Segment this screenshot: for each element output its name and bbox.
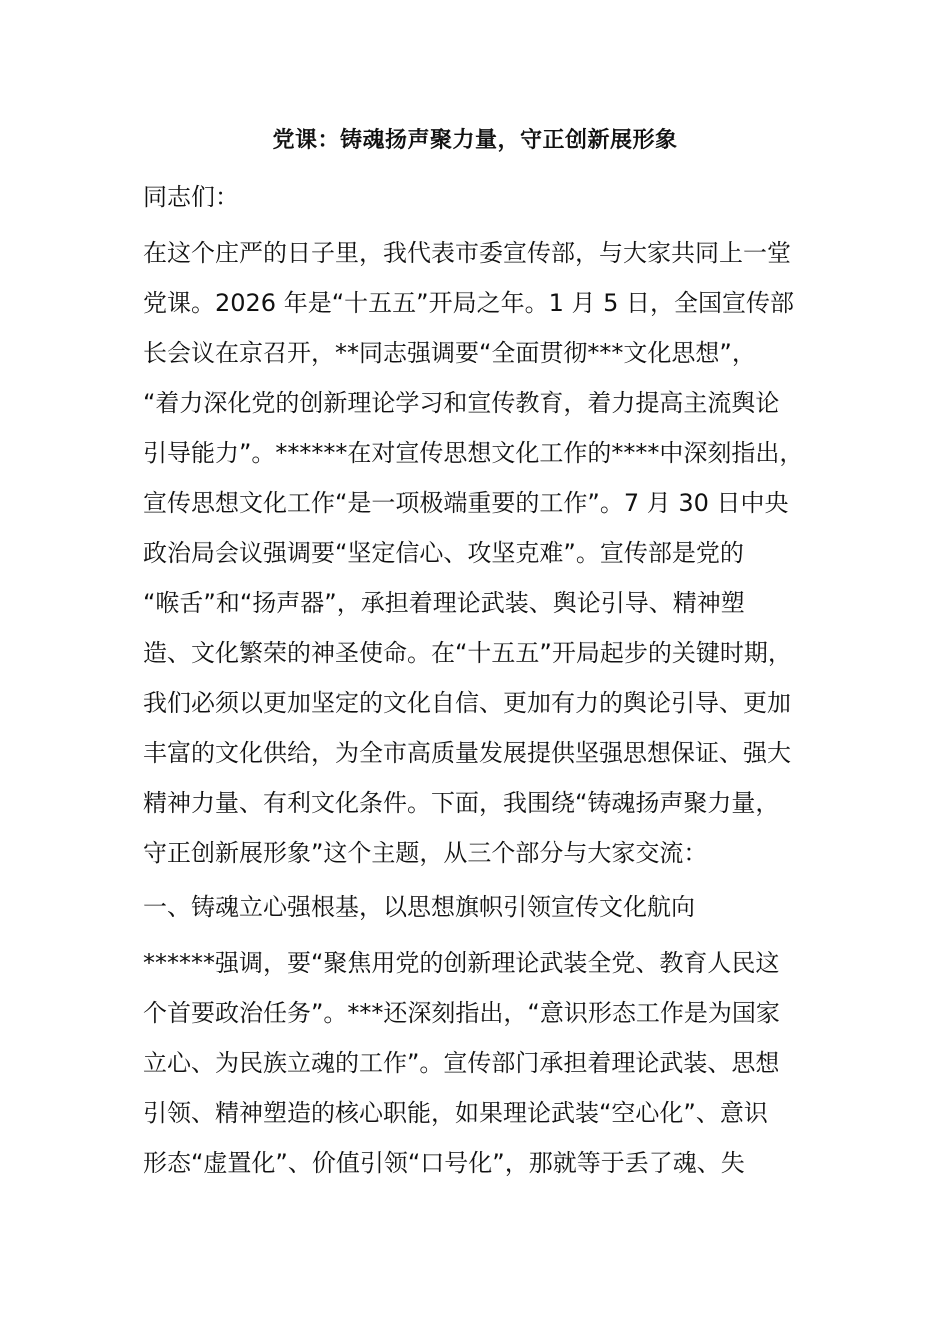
body-line: 个首要政治任务”。***还深刻指出，“意识形态工作是为国家 bbox=[143, 999, 780, 1027]
body-line: 引领、精神塑造的核心职能，如果理论武装“空心化”、意识 bbox=[143, 1099, 768, 1127]
body-line: “着力深化党的创新理论学习和宣传教育，着力提高主流舆论 bbox=[143, 389, 780, 417]
body-line: 政治局会议强调要“坚定信心、攻坚克难”。宣传部是党的 bbox=[143, 539, 744, 567]
body-line: 守正创新展形象”这个主题，从三个部分与大家交流： bbox=[143, 839, 708, 867]
body-line: 我们必须以更加坚定的文化自信、更加有力的舆论引导、更加 bbox=[143, 689, 791, 717]
body-line: 宣传思想文化工作“是一项极端重要的工作”。7 月 30 日中央 bbox=[143, 489, 789, 517]
body-line: 精神力量、有利文化条件。下面，我围绕“铸魂扬声聚力量， bbox=[143, 789, 780, 817]
body-line: 立心、为民族立魂的工作”。宣传部门承担着理论武装、思想 bbox=[143, 1049, 780, 1077]
body-line: ******强调，要“聚焦用党的创新理论武装全党、教育人民这 bbox=[143, 949, 780, 977]
body-line: 丰富的文化供给，为全市高质量发展提供坚强思想保证、强大 bbox=[143, 739, 791, 767]
document-title: 党课：铸魂扬声聚力量，守正创新展形象 bbox=[272, 128, 678, 153]
body-line: 党课。2026 年是“十五五”开局之年。1 月 5 日，全国宣传部 bbox=[143, 289, 794, 317]
body-line: 造、文化繁荣的神圣使命。在“十五五”开局起步的关键时期， bbox=[143, 639, 792, 667]
body-line: “喉舌”和“扬声器”，承担着理论武装、舆论引导、精神塑 bbox=[143, 589, 745, 617]
greeting-line: 同志们： bbox=[143, 183, 239, 211]
body-line: 在这个庄严的日子里，我代表市委宣传部，与大家共同上一堂 bbox=[143, 239, 791, 267]
section-heading: 一、铸魂立心强根基，以思想旗帜引领宣传文化航向 bbox=[143, 893, 695, 921]
body-line: 长会议在京召开，**同志强调要“全面贯彻***文化思想”， bbox=[143, 339, 756, 367]
body-line: 形态“虚置化”、价值引领“口号化”，那就等于丢了魂、失 bbox=[143, 1149, 745, 1177]
body-line: 引导能力”。******在对宣传思想文化工作的****中深刻指出， bbox=[143, 439, 804, 467]
